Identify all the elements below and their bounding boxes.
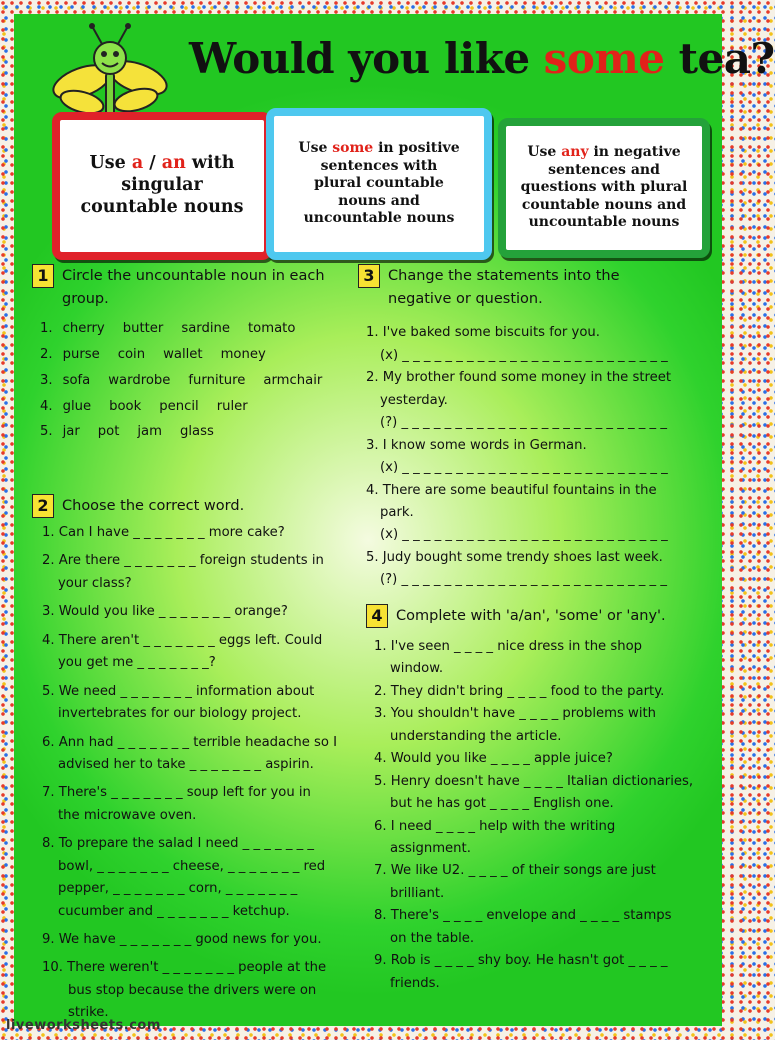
exercise-number-badge: 1 — [32, 264, 54, 288]
noun-option[interactable]: glass — [179, 424, 214, 440]
question-line: on the table. — [390, 930, 475, 946]
word-group-row — [32, 419, 352, 445]
exercise-2-items — [32, 522, 362, 1025]
noun-option[interactable]: pot — [97, 424, 120, 440]
exercise-number-badge: 2 — [32, 494, 54, 518]
noun-option[interactable]: jar — [62, 424, 80, 440]
box1-slash: / — [143, 153, 162, 174]
question-line: you get me _ _ _ _ _ _ _? — [58, 655, 216, 671]
exercise-4-heading — [366, 604, 716, 628]
page-title — [189, 34, 775, 83]
noun-option[interactable]: money — [220, 347, 266, 363]
question-line: 8. There's _ _ _ _ envelope and _ _ _ _ stamps — [374, 908, 672, 924]
question-line: bus stop because the drivers were on — [68, 982, 317, 998]
box3-text: sentences and — [548, 161, 660, 178]
question-line: 4. There are some beautiful fountains in the — [366, 482, 657, 498]
site-watermark: liveworksheets.com — [6, 1018, 161, 1033]
question-line: 5. We need _ _ _ _ _ _ _ information about — [42, 683, 315, 699]
noun-option[interactable]: coin — [117, 347, 146, 363]
rule-box-any — [498, 118, 710, 258]
exercise-title: group. — [62, 291, 109, 307]
noun-option[interactable]: sofa — [62, 372, 91, 388]
row-number: 4. — [40, 398, 53, 414]
box2-text: plural countable — [314, 175, 444, 192]
question-line: 5. Henry doesn't have _ _ _ _ Italian dictionaries, — [374, 773, 694, 789]
word-group-row — [32, 368, 352, 394]
box3-text: in negative — [588, 144, 681, 161]
question-line: assignment. — [390, 840, 471, 856]
box2-text: nouns and — [338, 192, 420, 209]
question-line: but he has got _ _ _ _ English one. — [390, 796, 614, 812]
box2-text: sentences with — [320, 157, 438, 174]
question-line: 6. Ann had _ _ _ _ _ _ _ terrible headache so I — [42, 734, 338, 750]
answer-line[interactable]: (x) _ _ _ _ _ _ _ _ _ _ _ _ _ _ _ _ _ _ _ _ _ _ _ _ _ — [380, 460, 668, 476]
question-line: 5. Judy bought some trendy shoes last week. — [366, 549, 663, 565]
box1-a: a — [131, 153, 144, 174]
title-highlight: some — [543, 34, 665, 83]
row-number: 5. — [40, 424, 53, 440]
word-group-row — [32, 394, 352, 420]
noun-option[interactable]: wardrobe — [108, 372, 171, 388]
noun-option[interactable]: glue — [62, 398, 92, 414]
exercise-number-badge: 3 — [358, 264, 380, 288]
question-line: 1. I've baked some biscuits for you. — [366, 325, 600, 341]
exercise-1-rows — [32, 316, 352, 445]
question-line: 9. We have _ _ _ _ _ _ _ good news for you. — [42, 932, 322, 947]
answer-line[interactable]: (x) _ _ _ _ _ _ _ _ _ _ _ _ _ _ _ _ _ _ _ _ _ _ _ _ _ — [380, 347, 668, 363]
box2-text: uncountable nouns — [303, 210, 455, 227]
box1-an: an — [161, 153, 186, 174]
exercise-3-heading — [358, 264, 708, 310]
exercise-title: Circle the uncountable noun in each — [62, 267, 325, 284]
exercise-title: Complete with 'a/an', 'some' or 'any'. — [396, 607, 666, 624]
box1-text: with — [185, 153, 235, 174]
question-line: park. — [380, 504, 414, 520]
noun-option[interactable]: purse — [62, 347, 100, 363]
title-part1: Would you like — [189, 34, 544, 83]
word-group-row — [32, 342, 352, 368]
exercise-1 — [32, 264, 352, 445]
noun-option[interactable]: sardine — [181, 321, 230, 337]
noun-option[interactable]: jam — [137, 424, 162, 440]
question-line: 4. Would you like _ _ _ _ apple juice? — [374, 751, 613, 767]
word-group-row — [32, 316, 352, 342]
question-line: 6. I need _ _ _ _ help with the writing — [374, 818, 616, 834]
noun-option[interactable]: butter — [122, 321, 164, 337]
box2-text: Use — [298, 140, 333, 157]
question-line: cucumber and _ _ _ _ _ _ _ ketchup. — [58, 903, 290, 919]
row-number: 1. — [40, 321, 53, 337]
exercise-4-items — [366, 636, 716, 995]
answer-line[interactable]: (x) _ _ _ _ _ _ _ _ _ _ _ _ _ _ _ _ _ _ _ _ _ _ _ _ _ — [380, 527, 668, 543]
question-line: yesterday. — [380, 392, 448, 408]
exercise-number-badge: 4 — [366, 604, 388, 628]
question-line: 3. You shouldn't have _ _ _ _ problems with — [374, 706, 657, 722]
box3-text: uncountable nouns — [528, 214, 680, 231]
row-number: 3. — [40, 372, 53, 388]
row-number: 2. — [40, 347, 53, 363]
question-line: 4. There aren't _ _ _ _ _ _ _ eggs left. Could — [42, 632, 323, 648]
rule-box-a-an — [52, 112, 272, 260]
noun-option[interactable]: pencil — [159, 398, 199, 414]
question-line: 3. Would you like _ _ _ _ _ _ _ orange? — [42, 604, 288, 620]
answer-line[interactable]: (?) _ _ _ _ _ _ _ _ _ _ _ _ _ _ _ _ _ _ _ _ _ _ _ _ _ — [380, 572, 667, 588]
question-line: strike. — [68, 1005, 109, 1021]
exercise-1-heading — [32, 264, 352, 310]
question-line: 3. I know some words in German. — [366, 437, 587, 453]
noun-option[interactable]: book — [109, 398, 142, 414]
worksheet — [14, 14, 775, 1026]
question-line: understanding the article. — [390, 728, 562, 744]
question-line: invertebrates for our biology project. — [58, 706, 302, 722]
question-line: 2. My brother found some money in the street — [366, 370, 672, 386]
question-line: brilliant. — [390, 885, 445, 901]
exercise-2 — [32, 494, 362, 1025]
question-line: 10. There weren't _ _ _ _ _ _ _ people at the — [42, 960, 327, 976]
rule-box-some — [266, 108, 492, 260]
question-line: the microwave oven. — [58, 807, 197, 823]
title-part2: tea? — [664, 34, 775, 83]
question-line: window. — [390, 661, 444, 677]
box3-any: any — [561, 144, 589, 161]
box3-text: countable nouns and — [521, 196, 687, 213]
exercise-3-items — [358, 322, 708, 591]
noun-option[interactable]: cherry — [62, 321, 105, 337]
noun-option[interactable]: wallet — [163, 347, 203, 363]
exercise-title: negative or question. — [388, 291, 543, 307]
question-line: advised her to take _ _ _ _ _ _ _ aspirin. — [58, 756, 314, 772]
exercise-title: Change the statements into the — [388, 267, 620, 284]
exercise-2-heading — [32, 494, 362, 518]
question-line: 1. I've seen _ _ _ _ nice dress in the shop — [374, 639, 643, 654]
exercise-3 — [358, 264, 708, 592]
exercise-4 — [366, 604, 716, 995]
question-line: 9. Rob is _ _ _ _ shy boy. He hasn't got _ _ _ _ — [374, 953, 668, 969]
answer-line[interactable]: (?) _ _ _ _ _ _ _ _ _ _ _ _ _ _ _ _ _ _ _ _ _ _ _ _ _ — [380, 415, 667, 431]
exercise-title: Choose the correct word. — [62, 497, 245, 514]
question-line: 2. Are there _ _ _ _ _ _ _ foreign students in — [42, 553, 324, 569]
box3-text: Use — [527, 144, 562, 161]
question-line: 7. There's _ _ _ _ _ _ _ soup left for you in — [42, 785, 311, 801]
question-line: your class? — [58, 575, 132, 591]
question-line: bowl, _ _ _ _ _ _ _ cheese, _ _ _ _ _ _ _ red — [58, 858, 326, 874]
question-line: 2. They didn't bring _ _ _ _ food to the party. — [374, 683, 665, 699]
box3-text: questions with plural — [520, 179, 688, 196]
box1-text: singular — [121, 175, 203, 196]
box1-text: countable nouns — [80, 196, 244, 217]
question-line: pepper, _ _ _ _ _ _ _ corn, _ _ _ _ _ _ _ — [58, 881, 298, 897]
question-line: 8. To prepare the salad I need _ _ _ _ _ _ _ — [42, 836, 314, 852]
question-line: 7. We like U2. _ _ _ _ of their songs are just — [374, 863, 656, 879]
noun-option[interactable]: ruler — [216, 398, 248, 414]
noun-option[interactable]: furniture — [188, 372, 246, 388]
noun-option[interactable]: tomato — [248, 321, 296, 337]
box2-text: in positive — [373, 140, 460, 157]
box2-some: some — [332, 140, 374, 157]
box1-text: Use — [89, 153, 132, 174]
question-line: friends. — [390, 975, 440, 991]
noun-option[interactable]: armchair — [263, 372, 323, 388]
question-line: 1. Can I have _ _ _ _ _ _ _ more cake? — [42, 525, 285, 540]
